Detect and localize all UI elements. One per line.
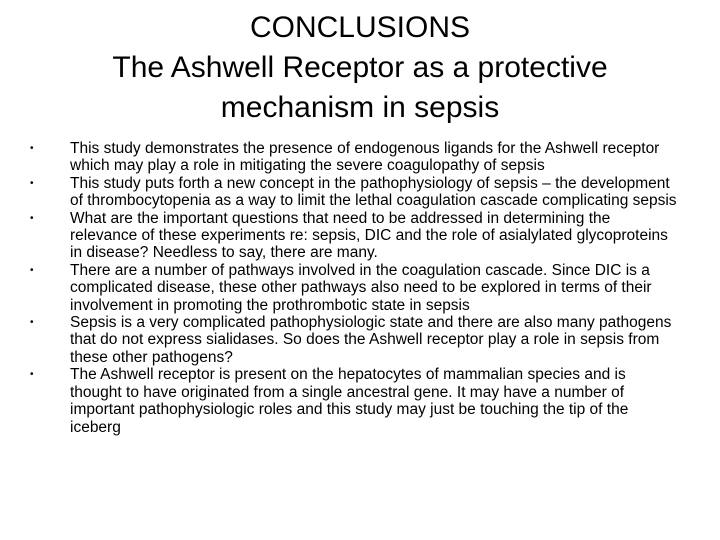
bullet-text: What are the important questions that need to be addressed in determining the relevance of these experiments re: sepsis, DIC and the role of asialylated glycoproteins in disease? Needless to say, there are many. — [70, 209, 668, 262]
bullet-text: This study demonstrates the presence of endogenous ligands for the Ashwell receptor which may play a role in mitigating the severe coagulopathy of sepsis — [70, 140, 660, 175]
bullet-list — [30, 140, 680, 436]
bullet-text: This study puts forth a new concept in the pathophysiology of sepsis – the development of thrombocytopenia as a way to limit the lethal coagulation cascade complicating sepsis — [70, 174, 677, 210]
bullet-icon: • — [30, 212, 34, 224]
bullet-item — [30, 175, 680, 210]
bullet-item — [30, 314, 680, 366]
slide-title — [20, 8, 700, 128]
bullet-item — [30, 210, 680, 262]
title-line: mechanism in sepsis — [220, 91, 500, 124]
bullet-icon: • — [30, 317, 34, 329]
bullet-icon: • — [30, 264, 34, 276]
bullet-item — [30, 140, 680, 175]
bullet-item — [30, 366, 680, 436]
bullet-text: Sepsis is a very complicated pathophysiologic state and there are also many pathogens that do not express sialidases. So does the Ashwell receptor play a role in sepsis from these other pathogens? — [70, 314, 672, 366]
title-line: CONCLUSIONS — [249, 11, 471, 44]
bullet-item — [30, 262, 680, 314]
bullet-icon: • — [30, 369, 34, 381]
bullet-icon: • — [30, 143, 34, 154]
title-line: The Ashwell Receptor as a protective — [112, 51, 608, 84]
bullet-text: The Ashwell receptor is present on the hepatocytes of mammalian species and is thought to have originated from a single ancestral gene. It may have a number of important pathophysiologic roles and this study may just be touching the tip of the iceberg — [70, 366, 629, 436]
bullet-text: There are a number of pathways involved in the coagulation cascade. Since DIC is a complicated disease, these other pathways also need to be explored in terms of their involvement in promoting the prothrombotic state in sepsis — [70, 261, 652, 314]
bullet-icon: • — [30, 177, 34, 189]
